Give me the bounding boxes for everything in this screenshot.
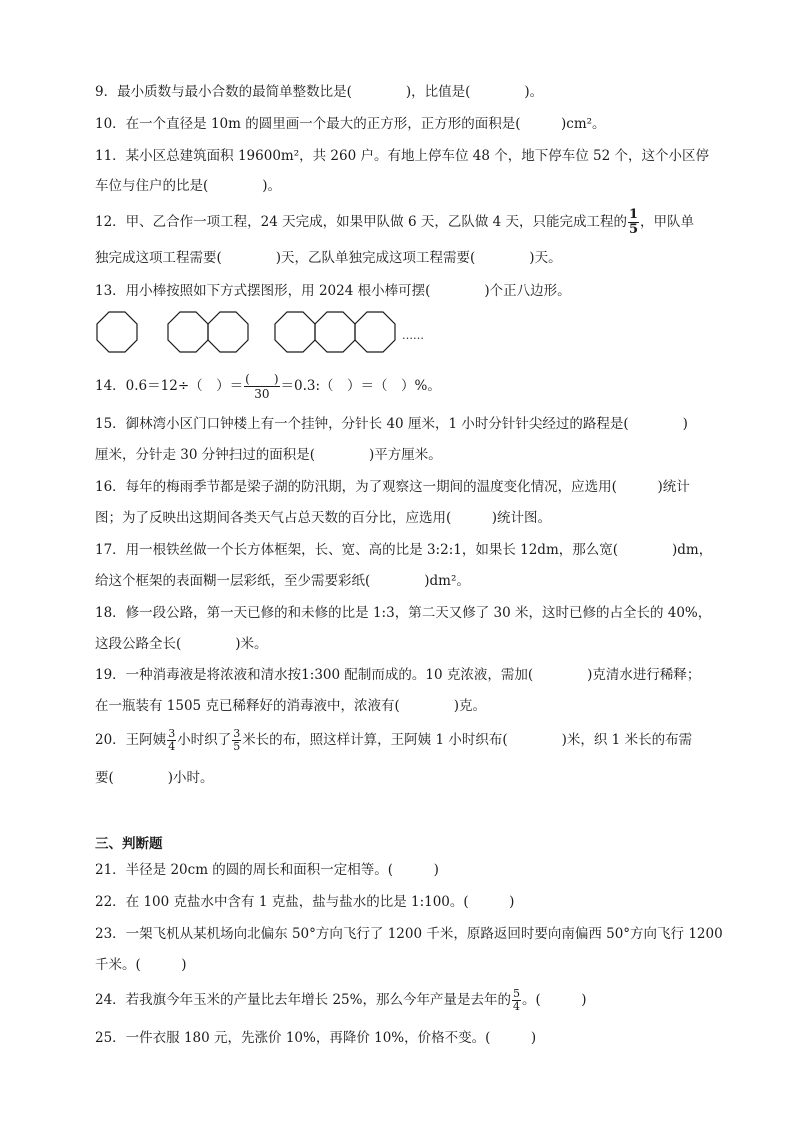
question-24: [95, 988, 587, 1013]
question-12-text-a: 12．甲、乙合作一项工程，24 天完成，如果甲队做 6 天，乙队做 4 天，只能完成工程的: [95, 214, 627, 230]
question-19-line-2: 在一瓶装有 1505 克已稀释好的消毒液中，浓液有( )克。: [95, 698, 486, 714]
octagon-stick-figures: [95, 310, 435, 356]
question-20-text-b: 小时织了: [177, 732, 232, 748]
question-14-text-b: ＝0.3:（ ）＝（ ）%。: [280, 378, 441, 394]
question-23-line-1: 23．一架飞机从某机场向北偏东 50°方向飞行了 1200 千米，原路返回时要向南偏西 50°方向飞行 1200: [95, 926, 723, 942]
octagon-5: [315, 312, 355, 352]
ellipsis-dots: ……: [402, 329, 424, 342]
fraction-numerator: 5: [512, 987, 520, 1000]
fraction-numerator: 3: [168, 727, 176, 740]
question-25: 25．一件衣服 180 元，先涨价 10%，再降价 10%，价格不变。( ): [95, 1030, 537, 1046]
question-24-text-a: 24．若我旗今年玉米的产量比去年增长 25%，那么今年产量是去年的: [95, 992, 511, 1008]
question-12-line-1: [95, 208, 694, 237]
octagon-6: [355, 312, 395, 352]
fraction-numerator: ( ): [245, 372, 279, 386]
fraction-five-quarters: [512, 988, 521, 1013]
section-3-title: 三、判断题: [95, 836, 163, 852]
question-11-line-2: 车位与住户的比是( )。: [95, 178, 282, 194]
question-20-line-2: 要( )小时。: [95, 770, 214, 786]
question-12-text-b: ，甲队单: [640, 214, 695, 230]
fraction-one-fifth: [628, 208, 639, 237]
fraction-denominator: 4: [512, 1000, 520, 1013]
question-21: 21．半径是 20cm 的圆的周长和面积一定相等。( ): [95, 862, 439, 878]
fraction-denominator: 5: [629, 222, 639, 237]
fraction-denominator: 5: [233, 740, 241, 753]
octagon-4: [275, 312, 315, 352]
fraction-numerator: 3: [233, 727, 241, 740]
question-18-line-2: 这段公路全长( )米。: [95, 636, 268, 652]
question-15-line-2: 厘米，分针走 30 分钟扫过的面积是( )平方厘米。: [95, 447, 442, 463]
question-19-line-1: 19．一种消毒液是将浓液和清水按1:300 配制而成的。10 克浓液，需加( )克清水进行稀释；: [95, 667, 701, 683]
question-22: 22．在 100 克盐水中含有 1 克盐，盐与盐水的比是 1:100。( ): [95, 894, 515, 910]
question-23-line-2: 千米。( ): [95, 957, 187, 973]
question-16-line-1: 16．每年的梅雨季节都是梁子湖的防汛期，为了观察这一期间的温度变化情况，应选用( )统计: [95, 479, 690, 495]
question-20-text-c: 米长的布，照这样计算，王阿姨 1 小时织布( )米，织 1 米长的布需: [242, 732, 693, 748]
fraction-numerator: 1: [629, 207, 639, 222]
question-24-text-b: 。( ): [521, 992, 587, 1008]
fraction-blank-over-30: [244, 372, 279, 401]
question-14: [95, 372, 441, 401]
question-20-line-1: [95, 728, 692, 753]
octagon-3: [208, 312, 248, 352]
question-20-text-a: 20．王阿姨: [95, 732, 167, 748]
question-18-line-1: 18．修一段公路，第一天已修的和未修的比是 1:3，第二天又修了 30 米，这时已修的占全长的 40%，: [95, 605, 712, 621]
question-12-line-2: 独完成这项工程需要( )天，乙队单独完成这项工程需要( )天。: [95, 250, 562, 266]
question-13: 13．用小棒按照如下方式摆图形，用 2024 根小棒可摆( )个正八边形。: [95, 283, 571, 299]
question-17-line-1: 17．用一根铁丝做一个长方体框架，长、宽、高的比是 3:2:1，如果长 12dm，那么宽( )dm，: [95, 542, 713, 558]
octagon-1: [97, 312, 137, 352]
question-15-line-1: 15．御林湾小区门口钟楼上有一个挂钟，分针长 40 厘米，1 小时分针针尖经过的路程是( ): [95, 416, 688, 432]
octagon-2: [168, 312, 208, 352]
question-10: 10．在一个直径是 10m 的圆里画一个最大的正方形，正方形的面积是( )cm²。: [95, 116, 606, 132]
question-16-line-2: 图；为了反映出这期间各类天气占总天数的百分比，应选用( )统计图。: [95, 510, 552, 526]
question-14-text-a: 14．0.6＝12÷（ ）＝: [95, 378, 244, 394]
fraction-three-quarters: [167, 728, 176, 753]
question-9: 9．最小质数与最小合数的最简单整数比是( )，比值是( )。: [95, 84, 544, 100]
question-17-line-2: 给这个框架的表面糊一层彩纸，至少需要彩纸( )dm²。: [95, 573, 470, 589]
fraction-denominator: 30: [254, 387, 270, 401]
fraction-denominator: 4: [168, 740, 176, 753]
question-11-line-1: 11．某小区总建筑面积 19600m²，共 260 户。有地上停车位 48 个，地下停车位 52 个，这个小区停: [95, 148, 709, 164]
fraction-three-fifths: [232, 728, 241, 753]
